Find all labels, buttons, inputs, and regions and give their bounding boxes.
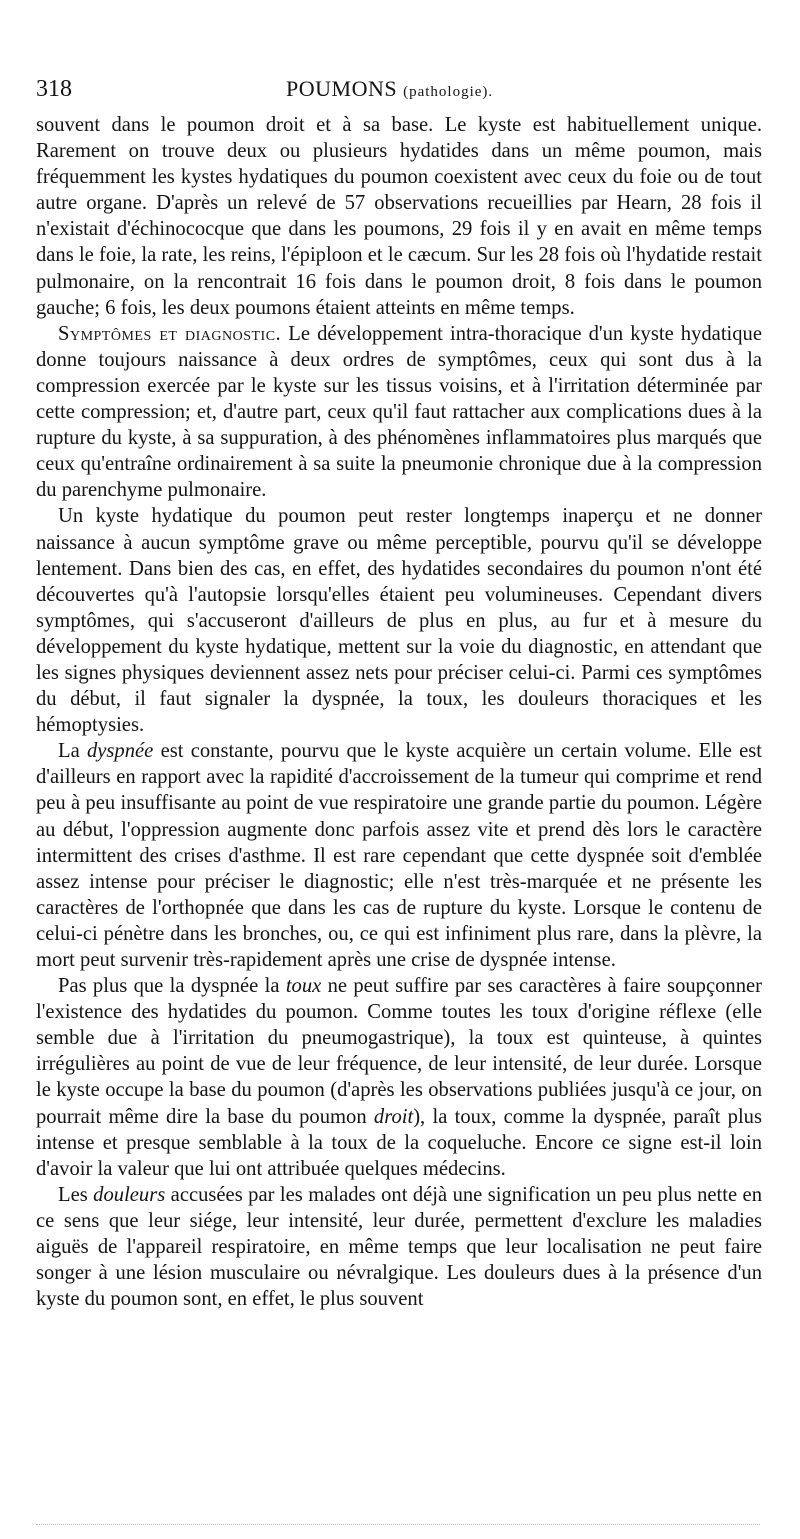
paragraph-6	[36, 1182, 762, 1312]
term-toux: toux	[285, 975, 322, 998]
term-dyspnee: dyspnée	[86, 740, 154, 763]
paragraph-5	[36, 973, 762, 1182]
term-droit: droit	[373, 1105, 414, 1128]
paragraph-1: souvent dans le poumon droit et à sa base. Le kyste est habituellement unique. Rarement on trouve deux ou plusieurs hydatides dans un même poumon, mais fréquemment les kystes hydatiques du poumon coexistent avec ceux du foie ou de tout autre organe. D'après un relevé de 57 observations recueillies par Hearn, 28 fois il n'existait d'échinococque que dans les poumons, 29 fois il y en avait en même temps dans le foie, la rate, les reins, l'épiploon et le cæcum. Sur les 28 fois où l'hydatide restait pulmonaire, on la rencontrait 16 fois dans le poumon droit, 8 fois dans le poumon gauche; 6 fois, les deux poumons étaient atteints en même temps.	[36, 114, 762, 319]
paragraph-5-text: ne peut suffire par ses caractères à faire soupçonner l'existence des hydatides du poumon. Comme toutes les toux d'origine réflexe (elle semble due à l'irritation du pneumogastrique), la toux est quinteuse, à quintes irrégulières au point de vue de leur fréquence, de leur intensité, de leur durée. Lorsque le kyste occupe la base du poumon (d'après les observations publiées jusqu'à ce jour, on pourrait même dire la base du poumon	[36, 975, 762, 1128]
paragraph-3: Un kyste hydatique du poumon peut rester longtemps inaperçu et ne donner naissance à aucun symptôme grave ou même perceptible, pourvu qu'il se développe lentement. Dans bien des cas, en effet, des hydatides secondaires du poumon n'ont été découvertes qu'à l'autopsie lorsqu'elles étaient peu volumineuses. Cependant divers symptômes, qui s'accuseront d'ailleurs de plus en plus, au fur et à mesure du développement du kyste hydatique, mettent sur la voie du diagnostic, en attendant que les signes physiques deviennent assez nets pour préciser celui-ci. Parmi ces symptômes du début, il faut signaler la dyspnée, la toux, les douleurs thoraciques et les hémoptysies.	[36, 505, 762, 737]
page-number: 318	[36, 76, 72, 102]
paragraph-4	[36, 738, 762, 973]
running-title-main: POUMONS	[286, 76, 398, 101]
paragraph-4-text: est constante, pourvu que le kyste acquière un certain volume. Elle est d'ailleurs en rapport avec la rapidité d'accroissement de la tumeur qui comprime et rend peu à peu insuffisante au point de vue respiratoire une grande partie du poumon. Légère au début, l'oppression augmente donc parfois assez vite et prend dès lors le caractère intermittent des crises d'asthme. Il est rare cependant que cette dyspnée soit d'emblée assez intense pour préciser le diagnostic; elle n'est très-marquée et ne présente les caractères de l'orthopnée que dans les cas de rupture du kyste. Lorsque le contenu de celui-ci pénètre dans les bronches, ou, ce qui est infiniment plus rare, dans la plèvre, la mort peut survenir très-rapidement après une crise de dyspnée intense.	[36, 740, 762, 971]
term-douleurs: douleurs	[93, 1183, 166, 1206]
body-text	[36, 112, 762, 1312]
paragraph-5-lead: Pas plus que la dyspnée la	[58, 975, 286, 998]
paragraph-2-text: Le développement intra-thoracique d'un kyste hydatique donne toujours naissance à deux ordres de symptômes, ceux qui sont dus à la compression exercée par le kyste sur les tissus voisins, et à l'irritation déterminée par cette compression; et, d'autre part, ceux qu'il faut rattacher aux complications dues à la rupture du kyste, à sa suppuration, à des phénomènes inflammatoires plus marqués que ceux qu'entraîne ordinairement à sa suite la pneumonie chronique due à la compression du parenchyme pulmonaire.	[36, 322, 762, 502]
running-title-subtitle: (pathologie).	[403, 84, 494, 100]
running-header	[36, 76, 760, 116]
footer-rule	[36, 1524, 760, 1527]
paragraph-6-lead: Les	[58, 1183, 94, 1206]
running-title	[286, 76, 493, 102]
section-label: Symptômes et diagnostic.	[58, 322, 282, 345]
paragraph-4-lead: La	[58, 740, 87, 763]
paragraph-2	[36, 321, 762, 504]
paragraph-5-end: ), la toux, comme la dyspnée, paraît plus intense et presque semblable à la toux de la coqueluche. Encore ce signe est-il loin d'avoir la valeur que lui ont attribuée quelques médecins.	[36, 1105, 762, 1180]
paragraph-6-text: accusées par les malades ont déjà une signification un peu plus nette en ce sens que leur siége, leur intensité, leur durée, permettent d'exclure les maladies aiguës de l'appareil respiratoire, en même temps que leur localisation ne peut faire songer à une lésion musculaire ou névralgique. Les douleurs dues à la présence d'un kyste du poumon sont, en effet, le plus souvent	[36, 1183, 762, 1311]
